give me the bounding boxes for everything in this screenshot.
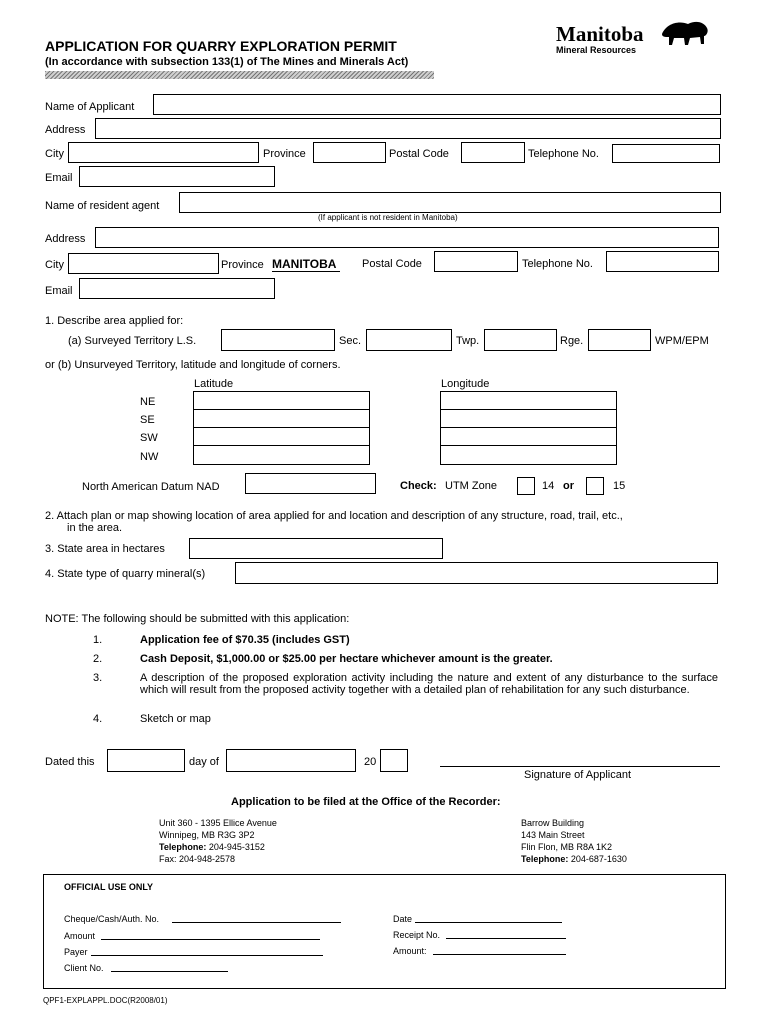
- surveyed-label: (a) Surveyed Territory L.S.: [68, 335, 197, 347]
- or-label: or: [563, 480, 574, 492]
- applicant-email-label: Email: [45, 172, 73, 184]
- agent-address-label: Address: [45, 233, 86, 245]
- office-right-address-1: Barrow Building: [521, 818, 585, 828]
- applicant-city-label: City: [45, 148, 64, 160]
- office-heading: Application to be filed at the Office of the Recorder:: [231, 796, 501, 808]
- amount-label: Amount: [64, 931, 96, 941]
- zone-15-checkbox[interactable]: [586, 477, 604, 495]
- agent-email-label: Email: [45, 285, 73, 297]
- office-right-address-2: 143 Main Street: [521, 830, 585, 840]
- applicant-city-field[interactable]: [68, 142, 259, 163]
- note-item-4-number: 4.: [93, 713, 103, 725]
- twp-label: Twp.: [456, 335, 480, 347]
- longitude-se-field[interactable]: [440, 409, 617, 428]
- hatched-bar: [45, 71, 434, 79]
- agent-province-label: Province: [221, 259, 264, 271]
- longitude-nw-field[interactable]: [440, 445, 617, 465]
- area-question: 1. Describe area applied for:: [45, 315, 184, 327]
- office-right-address-3: Flin Flon, MB R8A 1K2: [521, 842, 613, 852]
- receipt-label: Receipt No.: [393, 930, 441, 940]
- receipt-line[interactable]: [446, 938, 566, 939]
- office-left-address-2: Winnipeg, MB R3G 3P2: [159, 830, 255, 840]
- corner-se-label: SE: [140, 414, 155, 426]
- agent-name-label: Name of resident agent: [45, 200, 160, 212]
- office-left-address-1: Unit 360 - 1395 Ellice Avenue: [159, 818, 277, 828]
- day-of-label: day of: [189, 756, 219, 768]
- agent-address-field[interactable]: [95, 227, 719, 248]
- office-right-tel-value: 204-687-1630: [570, 854, 627, 864]
- twp-field[interactable]: [484, 329, 557, 351]
- signature-label: Signature of Applicant: [524, 769, 632, 781]
- sec-field[interactable]: [366, 329, 452, 351]
- latitude-nw-field[interactable]: [193, 445, 370, 465]
- hectares-field[interactable]: [189, 538, 443, 559]
- note-item-3-number: 3.: [93, 672, 103, 684]
- dated-day-field[interactable]: [107, 749, 185, 772]
- latitude-ne-field[interactable]: [193, 391, 370, 410]
- applicant-name-label: Name of Applicant: [45, 101, 135, 113]
- agent-city-field[interactable]: [68, 253, 219, 274]
- dated-year-field[interactable]: [380, 749, 408, 772]
- agent-postal-field[interactable]: [434, 251, 518, 272]
- utm-zone-label: UTM Zone: [445, 480, 497, 492]
- amount2-line[interactable]: [433, 954, 566, 955]
- applicant-address-field[interactable]: [95, 118, 721, 139]
- applicant-province-field[interactable]: [313, 142, 386, 163]
- applicant-email-field[interactable]: [79, 166, 275, 187]
- wpm-epm-label: WPM/EPM: [655, 335, 709, 347]
- payer-line[interactable]: [91, 955, 323, 956]
- zone-15-label: 15: [613, 480, 626, 492]
- agent-name-field[interactable]: [179, 192, 721, 213]
- note-item-1-text: Application fee of $70.35 (includes GST): [140, 634, 350, 646]
- q2-line1: 2. Attach plan or map showing location of area applied for and location and description of any structure, road, trail, etc.,: [45, 510, 623, 522]
- corner-nw-label: NW: [140, 451, 159, 463]
- cheque-line[interactable]: [172, 922, 341, 923]
- payer-label: Payer: [64, 947, 88, 957]
- agent-city-label: City: [45, 259, 64, 271]
- note-item-2-text: Cash Deposit, $1,000.00 or $25.00 per hectare whichever amount is the greater.: [140, 653, 553, 665]
- dated-label: Dated this: [45, 756, 95, 768]
- applicant-address-label: Address: [45, 124, 86, 136]
- date-line[interactable]: [415, 922, 562, 923]
- rge-field[interactable]: [588, 329, 651, 351]
- latitude-header: Latitude: [194, 378, 234, 390]
- latitude-se-field[interactable]: [193, 409, 370, 428]
- brand-name: Manitoba: [556, 22, 644, 46]
- q3-label: 3. State area in hectares: [45, 543, 165, 555]
- applicant-postal-field[interactable]: [461, 142, 525, 163]
- office-left-tel-label: Telephone:: [159, 842, 207, 852]
- sec-label: Sec.: [339, 335, 362, 347]
- q4-label: 4. State type of quarry mineral(s): [45, 568, 206, 580]
- longitude-ne-field[interactable]: [440, 391, 617, 410]
- form-subtitle: (In accordance with subsection 133(1) of The Mines and Minerals Act): [45, 56, 409, 68]
- agent-email-field[interactable]: [79, 278, 275, 299]
- office-left-tel-value: 204-945-3152: [208, 842, 265, 852]
- bison-icon: [660, 18, 710, 48]
- latitude-sw-field[interactable]: [193, 427, 370, 446]
- applicant-province-label: Province: [263, 148, 306, 160]
- client-label: Client No.: [64, 963, 104, 973]
- note-item-3-text: A description of the proposed exploration activity including the nature and extent of any disturbance to the surface which will result from the proposed activity together with a detailed plan of rehabilitation for any such disturbance.: [140, 672, 718, 696]
- office-left-telephone: [159, 842, 265, 852]
- rge-label: Rge.: [560, 335, 584, 347]
- note-item-2-number: 2.: [93, 653, 103, 665]
- agent-hint: (If applicant is not resident in Manitoba): [318, 213, 458, 222]
- datum-label: North American Datum NAD: [82, 481, 220, 493]
- office-left-fax: Fax: 204-948-2578: [159, 854, 236, 864]
- dated-month-field[interactable]: [226, 749, 356, 772]
- agent-province-value: MANITOBA: [272, 257, 340, 272]
- signature-line[interactable]: [440, 766, 720, 767]
- q2-line2: in the area.: [67, 522, 123, 534]
- unsurveyed-label: or (b) Unsurveyed Territory, latitude and longitude of corners.: [45, 359, 341, 371]
- quarry-mineral-field[interactable]: [235, 562, 718, 584]
- agent-postal-label: Postal Code: [362, 258, 422, 270]
- client-line[interactable]: [111, 971, 228, 972]
- corner-sw-label: SW: [140, 432, 158, 444]
- official-heading: OFFICIAL USE ONLY: [64, 882, 154, 892]
- datum-field[interactable]: [245, 473, 376, 494]
- note-item-4-text: Sketch or map: [140, 713, 211, 725]
- longitude-sw-field[interactable]: [440, 427, 617, 446]
- office-right-telephone: [521, 854, 627, 864]
- manitoba-logo: [556, 22, 644, 55]
- cheque-label: Cheque/Cash/Auth. No.: [64, 914, 160, 924]
- year-prefix: 20: [364, 756, 377, 768]
- amount-line[interactable]: [101, 939, 320, 940]
- form-title: APPLICATION FOR QUARRY EXPLORATION PERMIT: [45, 38, 397, 54]
- applicant-phone-field[interactable]: [612, 144, 720, 163]
- footer-code: QPF1-EXPLAPPL.DOC(R2008/01): [43, 996, 168, 1005]
- agent-phone-label: Telephone No.: [522, 258, 593, 270]
- agent-phone-field[interactable]: [606, 251, 719, 272]
- ls-field[interactable]: [221, 329, 335, 351]
- office-right-tel-label: Telephone:: [521, 854, 569, 864]
- applicant-name-field[interactable]: [153, 94, 721, 115]
- longitude-header: Longitude: [441, 378, 490, 390]
- applicant-phone-label: Telephone No.: [528, 148, 599, 160]
- date-label: Date: [393, 914, 413, 924]
- zone-14-checkbox[interactable]: [517, 477, 535, 495]
- check-label: Check:: [400, 480, 437, 492]
- note-item-1-number: 1.: [93, 634, 103, 646]
- corner-ne-label: NE: [140, 396, 156, 408]
- department-name: Mineral Resources: [556, 45, 637, 55]
- zone-14-label: 14: [542, 480, 555, 492]
- applicant-postal-label: Postal Code: [389, 148, 449, 160]
- amount2-label: Amount:: [393, 946, 427, 956]
- note-heading: NOTE: The following should be submitted with this application:: [45, 613, 350, 625]
